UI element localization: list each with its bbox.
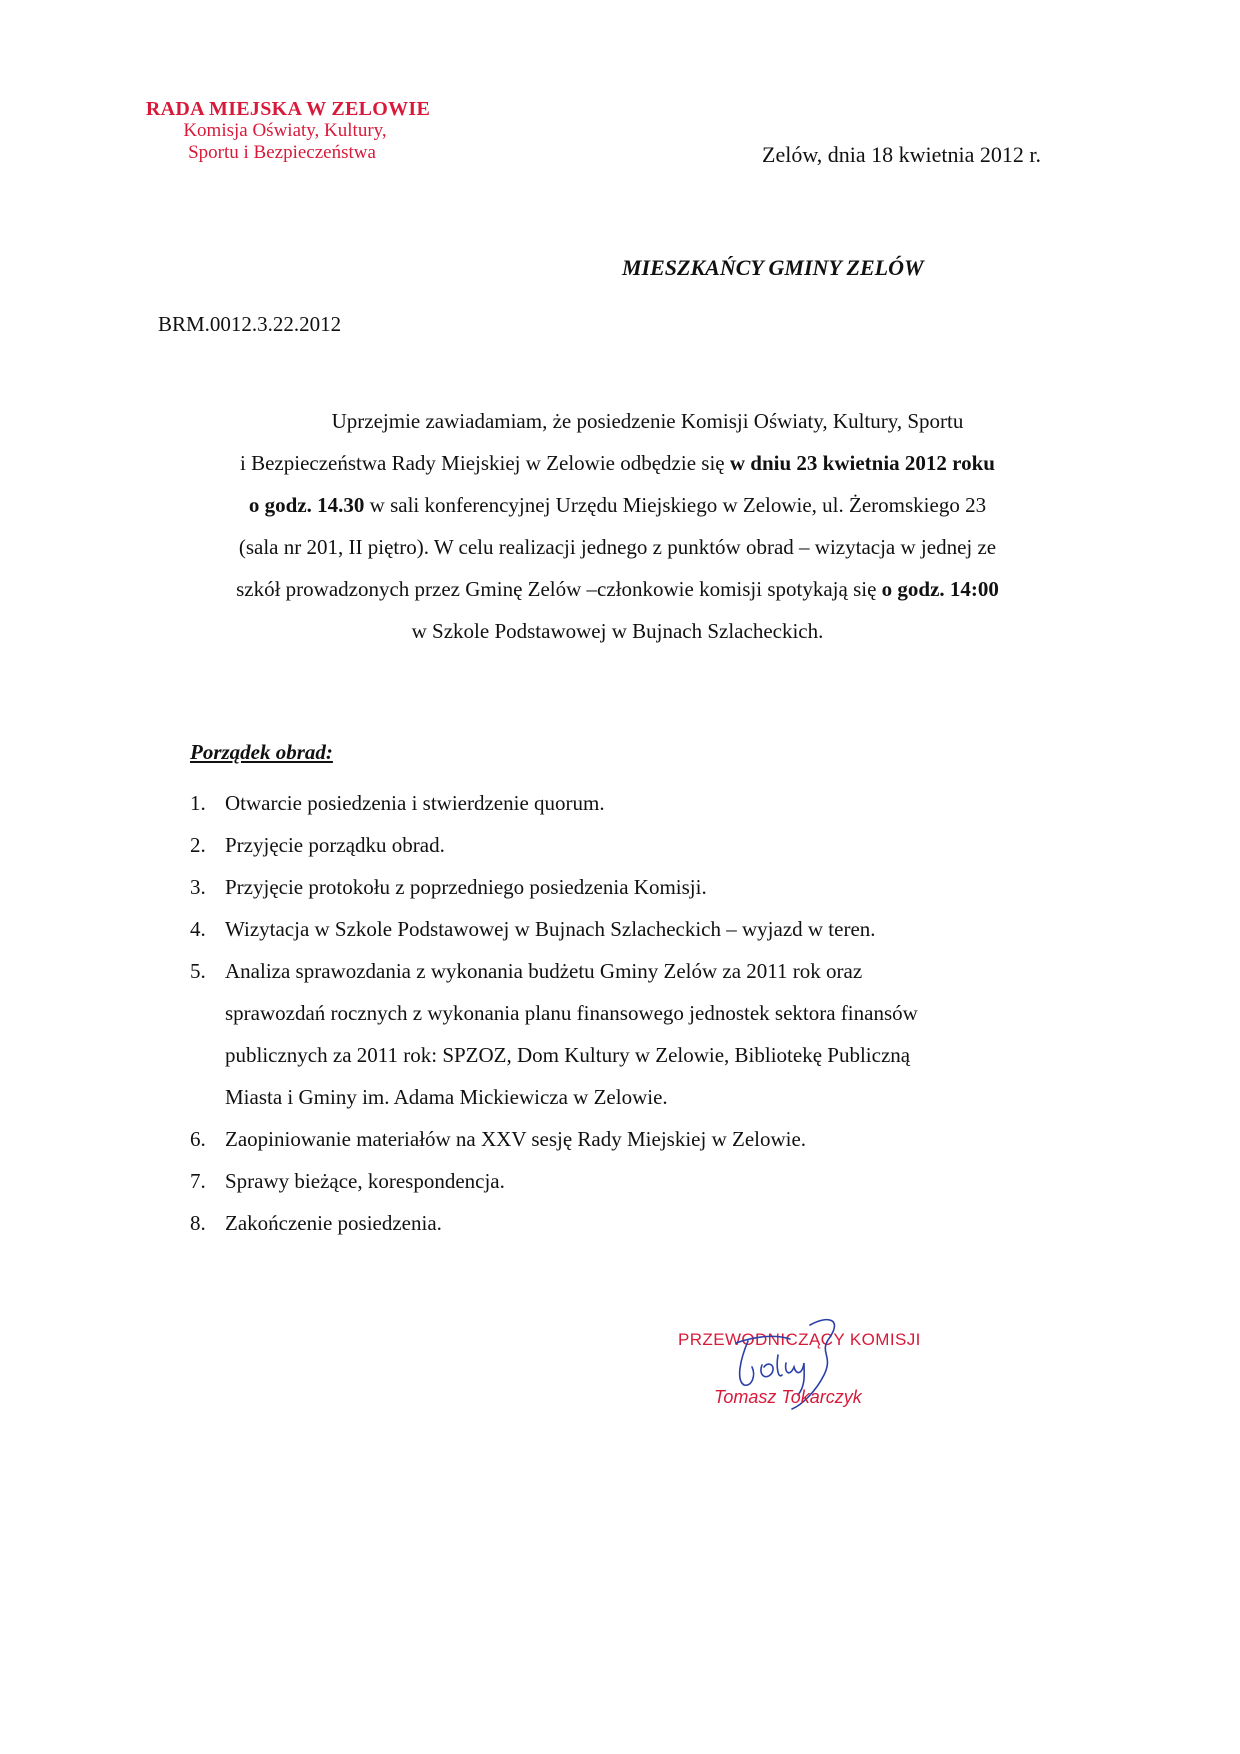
stamp-committee-line1: Komisja Oświaty, Kultury, [183,120,387,141]
paragraph-text: szkół prowadzonych przez Gminę Zelów –członkowie komisji spotykają się [236,577,882,601]
agenda-item-text: Przyjęcie porządku obrad. [225,833,445,857]
agenda-item [180,1160,1080,1202]
paragraph-line [150,526,1085,568]
agenda-item-text: publicznych za 2011 rok: SPZOZ, Dom Kultury w Zelowie, Bibliotekę Publiczną [225,1043,911,1067]
agenda-item [180,782,1080,824]
meeting-time: o godz. 14.30 [248,493,365,517]
agenda-item-number: 3. [190,875,206,899]
paragraph-text: w sali konferencyjnej Urzędu Miejskiego w Zelowie, ul. Żeromskiego 23 [364,493,987,517]
agenda-item-number: 6. [190,1127,206,1151]
paragraph-text: i Bezpieczeństwa Rady Miejskiej w Zelowie odbędzie się [240,451,730,475]
addressee: MIESZKAŃCY GMINY ZELÓW [622,255,924,280]
agenda-item [180,908,1080,950]
agenda-item-number: 5. [190,959,206,983]
paragraph-line [150,484,1085,526]
agenda-item [180,824,1080,866]
stamp-committee-line2: Sportu i Bezpieczeństwa [188,142,376,163]
meeting-date: w dniu 23 kwietnia 2012 roku [729,451,995,475]
paragraph-line [150,442,1085,484]
notice-paragraph [150,400,1085,652]
agenda-item-number: 4. [190,917,206,941]
agenda-item-number: 8. [190,1211,206,1235]
agenda-item-number: 2. [190,833,206,857]
paragraph-text: Uprzejmie zawiadamiam, że posiedzenie Komisji Oświaty, Kultury, Sportu [331,409,964,433]
paragraph-line [150,568,1085,610]
agenda-item-text: Analiza sprawozdania z wykonania budżetu Gminy Zelów za 2011 rok oraz [225,959,863,983]
agenda-item-text: Zaopiniowanie materiałów na XXV sesję Rady Miejskiej w Zelowie. [225,1127,807,1151]
stamp-council-name: RADA MIEJSKA W ZELOWIE [145,98,431,120]
agenda-item [180,1202,1080,1244]
agenda-item-text: Miasta i Gminy im. Adama Mickiewicza w Zelowie. [225,1085,668,1109]
agenda-item [180,866,1080,908]
visit-time: o godz. 14:00 [881,577,999,601]
agenda-item-text: Przyjęcie protokołu z poprzedniego posiedzenia Komisji. [225,875,707,899]
agenda-heading: Porządek obrad: [190,740,333,764]
agenda-item [180,1118,1080,1160]
signature-role: PRZEWODNICZĄCY KOMISJI [678,1330,921,1349]
paragraph-line [150,400,1085,442]
agenda-item-number: 7. [190,1169,206,1193]
letter-date: Zelów, dnia 18 kwietnia 2012 r. [762,142,1042,167]
agenda-item-text: Otwarcie posiedzenia i stwierdzenie quorum. [225,791,605,815]
agenda-item-continuation [180,1076,1080,1118]
agenda-item-continuation [180,992,1080,1034]
council-stamp [128,98,448,164]
agenda-item-text: Wizytacja w Szkole Podstawowej w Bujnach Szlacheckich – wyjazd w teren. [225,917,876,941]
agenda-item [180,950,1080,992]
agenda-item-continuation [180,1034,1080,1076]
agenda-item-text: Sprawy bieżące, korespondencja. [225,1169,505,1193]
paragraph-text: (sala nr 201, II piętro). W celu realizacji jednego z punktów obrad – wizytacja w jednej ze [238,535,997,559]
paragraph-line [150,610,1085,652]
agenda-list [180,782,1080,1244]
agenda-item-text: Zakończenie posiedzenia. [225,1211,442,1235]
agenda-item-text: sprawozdań rocznych z wykonania planu finansowego jednostek sektora finansów [225,1001,918,1025]
signature-block [678,1330,948,1430]
reference-number: BRM.0012.3.22.2012 [158,312,342,336]
paragraph-text: w Szkole Podstawowej w Bujnach Szlacheckich. [411,619,824,643]
agenda-item-number: 1. [190,791,206,815]
signatory-name: Tomasz Tokarczyk [714,1387,862,1407]
